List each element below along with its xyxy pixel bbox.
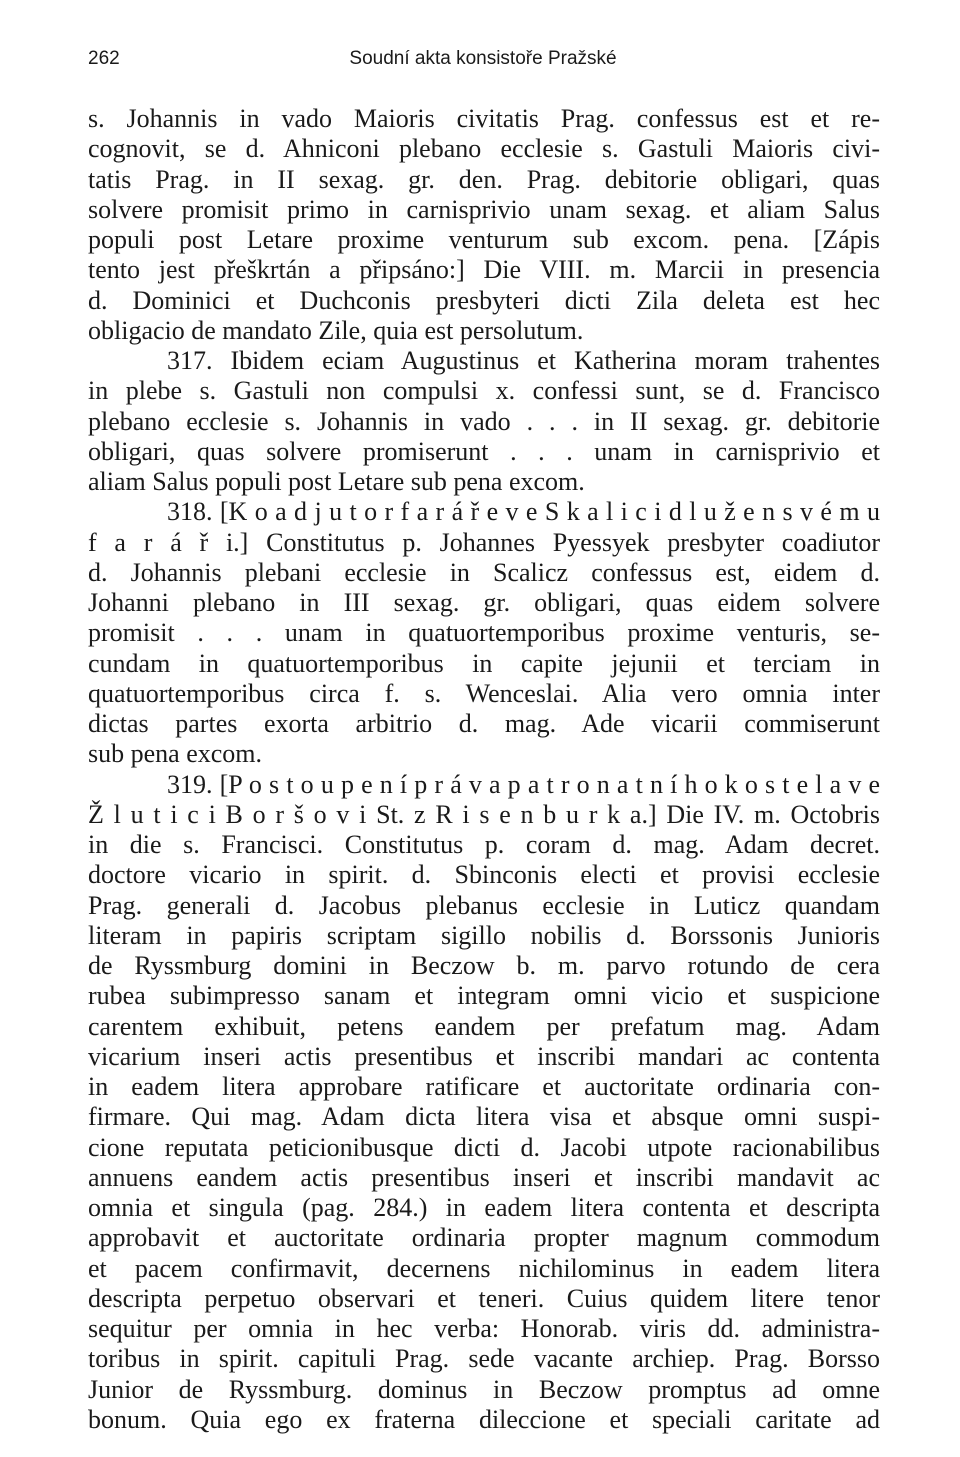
text-line: Ž l u t i c i B o r š o v i St. z R i s e n b u r k a.] Die IV. m. Octobris: [88, 799, 880, 829]
text-line: dictas partes exorta arbitrio d. mag. Ade vicarii commiserunt: [88, 709, 880, 738]
text-line: de Ryssmburg domini in Beczow b. m. parvo rotundo de cera: [88, 951, 880, 980]
body-text: [88, 104, 880, 1435]
text-line: in plebe s. Gastuli non compulsi x. confessi sunt, se d. Francisco: [88, 376, 880, 406]
text-line: et pacem confirmavit, decernens nichilominus in eadem litera: [88, 1253, 880, 1283]
text-line: d. Dominici et Duchconis presbyteri dicti Zila deleta est hec: [88, 285, 880, 315]
text-line: rubea subimpresso sanam et integram omni vicio et suspicione: [88, 981, 880, 1011]
text-line: cione reputata peticionibusque dicti d. Jacobi utpote racionabilibus: [88, 1132, 880, 1162]
text-line: sub pena excom.: [88, 739, 263, 769]
text-line: 319. [P o s t o u p e n í p r á v a p a t r o n a t n í h o k o s t e l a v e: [167, 769, 880, 799]
text-line: Junior de Ryssmburg. dominus in Beczow promptus ad omne: [88, 1374, 880, 1404]
text-line: populi post Letare proxime venturum sub excom. pena. [Zápis: [88, 225, 880, 254]
text-line: annuens eandem actis presentibus inseri et inscribi mandavit ac: [88, 1162, 880, 1192]
text-line: in die s. Francisci. Constitutus p. coram d. mag. Adam decret.: [88, 830, 880, 859]
text-line: s. Johannis in vado Maioris civitatis Prag. confessus est et re-: [88, 104, 880, 133]
text-line: sequitur per omnia in hec verba: Honorab. viris dd. administra-: [88, 1314, 880, 1343]
text-line: obligacio de mandato Zile, quia est persolutum.: [88, 315, 584, 345]
text-line: aliam Salus populi post Letare sub pena excom.: [88, 467, 585, 496]
text-line: f a r á ř i.] Constitutus p. Johannes Pyessyek presbyter coadiutor: [88, 527, 880, 557]
text-line: literam in papiris scriptam sigillo nobilis d. Borssonis Junioris: [88, 920, 880, 950]
text-line: obligari, quas solvere promiserunt . . . unam in carnisprivio et: [88, 436, 880, 466]
text-line: solvere promisit primo in carnisprivio unam sexag. et aliam Salus: [88, 194, 880, 224]
text-line: firmare. Qui mag. Adam dicta litera visa et absque omni suspi-: [88, 1102, 880, 1132]
text-line: cundam in quatuortemporibus in capite jejunii et terciam in: [88, 648, 880, 678]
text-line: in eadem litera approbare ratificare et auctoritate ordinaria con-: [88, 1072, 880, 1101]
running-title: Soudní akta konsistoře Pražské: [349, 48, 617, 69]
text-line: carentem exhibuit, petens eandem per prefatum mag. Adam: [88, 1011, 880, 1041]
text-line: cognovit, se d. Ahniconi plebano ecclesie s. Gastuli Maioris civi-: [88, 134, 880, 164]
text-line: bonum. Quia ego ex fraterna dileccione et speciali caritate ad: [88, 1404, 880, 1434]
text-line: plebano ecclesie s. Johannis in vado . . . in II sexag. gr. debitorie: [88, 406, 880, 436]
text-line: 318. [K o a d j u t o r f a r á ř e v e S k a l i c i d l u ž e n s v é m u: [167, 497, 880, 527]
text-line: vicarium inseri actis presentibus et inscribi mandari ac contenta: [88, 1041, 880, 1071]
text-line: 317. Ibidem eciam Augustinus et Katherina moram trahentes: [167, 346, 880, 375]
text-line: tatis Prag. in II sexag. gr. den. Prag. debitorie obligari, quas: [88, 164, 880, 194]
text-line: promisit . . . unam in quatuortemporibus proxime venturis, se-: [88, 618, 880, 648]
text-line: toribus in spirit. capituli Prag. sede vacante archiep. Prag. Borsso: [88, 1344, 880, 1374]
text-line: descripta perpetuo observari et teneri. Cuius quidem litere tenor: [88, 1283, 880, 1313]
text-line: Prag. generali d. Jacobus plebanus ecclesie in Luticz quandam: [88, 890, 880, 920]
page-header: [88, 44, 878, 74]
text-line: omnia et singula (pag. 284.) in eadem litera contenta et descripta: [88, 1193, 880, 1222]
page-number: 262: [88, 48, 120, 69]
text-line: d. Johannis plebani ecclesie in Scalicz confessus est, eidem d.: [88, 557, 880, 587]
text-line: approbavit et auctoritate ordinaria propter magnum commodum: [88, 1223, 880, 1253]
text-line: quatuortemporibus circa f. s. Wenceslai. Alia vero omnia inter: [88, 678, 880, 708]
text-line: Johanni plebano in III sexag. gr. obligari, quas eidem solvere: [88, 588, 880, 617]
text-line: tento jest přeškrtán a připsáno:] Die VIII. m. Marcii in presencia: [88, 255, 880, 285]
text-line: doctore vicario in spirit. d. Sbinconis electi et provisi ecclesie: [88, 860, 880, 890]
